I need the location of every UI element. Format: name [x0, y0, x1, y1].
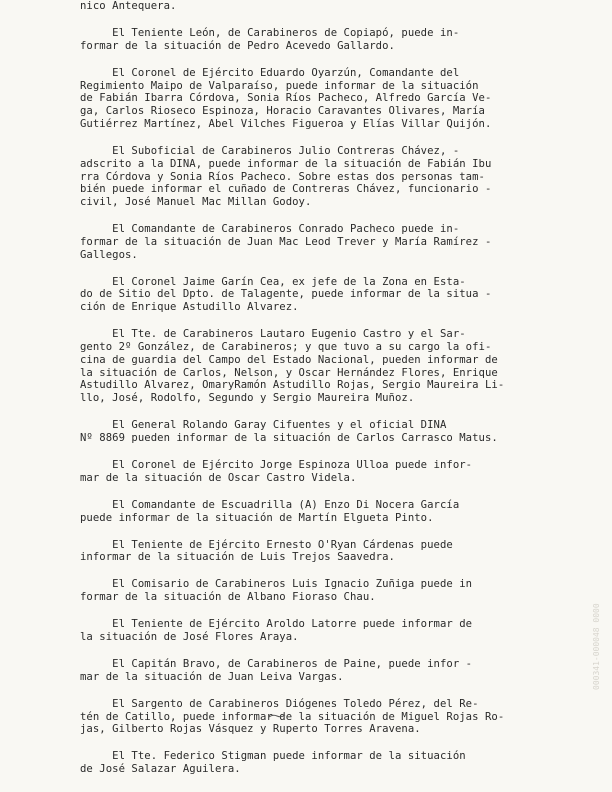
text-line: El Tte. de Carabineros Lautaro Eugenio Castro y el Sar- [80, 328, 466, 341]
paragraph [80, 499, 580, 525]
document-body [80, 0, 580, 790]
text-line: informar de la situación de Luis Trejos Saavedra. [80, 551, 395, 564]
text-line: El Sargento de Carabineros Diógenes Toledo Pérez, del Re- [80, 697, 479, 710]
text-line: El Coronel Jaime Garín Cea, ex jefe de la Zona en Esta- [80, 275, 466, 288]
text-line: cina de guardia del Campo del Estado Nacional, pueden informar de [80, 353, 498, 366]
text-line: El Coronel de Ejército Eduardo Oyarzún, Comandante del [80, 66, 460, 79]
text-line: El Comandante de Carabineros Conrado Pacheco puede in- [80, 223, 460, 236]
text-line: El Comandante de Escuadrilla (A) Enzo Di Nocera García [80, 498, 460, 511]
paragraph [80, 750, 580, 776]
text-line: bién puede informar el cuñado de Contreras Chávez, funcionario - [80, 183, 492, 196]
text-line: El Coronel de Ejército Jorge Espinoza Ulloa puede infor- [80, 459, 473, 472]
text-line: El Teniente León, de Carabineros de Copiapó, puede in- [80, 26, 460, 39]
text-line: mar de la situación de Oscar Castro Videla. [80, 471, 357, 484]
paragraph [80, 223, 580, 261]
text-line: rra Córdova y Sonia Ríos Pacheco. Sobre estas dos personas tam- [80, 170, 485, 183]
text-line: llo, José, Rodolfo, Segundo y Sergio Maureira Muñoz. [80, 392, 415, 405]
text-line: formar de la situación de Pedro Acevedo Gallardo. [80, 39, 395, 52]
paragraph [80, 658, 580, 684]
text-line: El Capitán Bravo, de Carabineros de Paine, puede infor - [80, 657, 473, 670]
text-line: El General Rolando Garay Cifuentes y el oficial DINA [80, 419, 447, 432]
text-line: de José Salazar Aguilera. [80, 763, 241, 776]
paragraph [80, 539, 580, 565]
text-line: El Comisario de Carabineros Luis Ignacio Zuñiga puede in [80, 578, 473, 591]
text-line: formar de la situación de Juan Mac Leod Trever y María Ramírez - [80, 235, 492, 248]
text-line: puede informar de la situación de Martín Elgueta Pinto. [80, 511, 434, 524]
text-line: la situación de Carlos, Nelson, y Oscar Hernández Flores, Enrique [80, 366, 498, 379]
text-line: tén de Catillo, puede informar de la situación de Miguel Rojas Ro- [80, 710, 505, 723]
text-line: Gallegos. [80, 248, 138, 261]
text-line: mar de la situación de Juan Leiva Vargas. [80, 670, 344, 683]
paragraph [80, 419, 580, 445]
text-line: ga, Carlos Rioseco Espinoza, Horacio Caravantes Olivares, María [80, 105, 485, 118]
paragraph [80, 698, 580, 736]
text-line: El Teniente de Ejército Ernesto O'Ryan Cárdenas puede [80, 538, 453, 551]
paragraph [80, 459, 580, 485]
text-line: de Fabián Ibarra Córdova, Sonia Ríos Pacheco, Alfredo García Ve- [80, 92, 492, 105]
text-line: El Tte. Federico Stigman puede informar de la situación [80, 750, 466, 763]
text-line: Astudillo Alvarez, OmaryRamón Astudillo Rojas, Sergio Maureira Li- [80, 379, 505, 392]
text-line: Gutiérrez Martínez, Abel Vilches Figueroa y Elías Villar Quijón. [80, 117, 492, 130]
text-line: El Suboficial de Carabineros Julio Contreras Chávez, - [80, 144, 460, 157]
paragraph [80, 276, 580, 314]
paragraph [80, 578, 580, 604]
text-line: jas, Gilberto Rojas Vásquez y Ruperto Torres Aravena. [80, 723, 421, 736]
text-line: do de Sitio del Dpto. de Talagente, puede informar de la situa - [80, 288, 492, 301]
text-line: formar de la situación de Albano Fioraso Chau. [80, 591, 376, 604]
paragraph [80, 67, 580, 131]
text-line: civil, José Manuel Mac Millan Godoy. [80, 196, 312, 209]
text-line: ción de Enrique Astudillo Alvarez. [80, 301, 299, 314]
paragraph [80, 0, 580, 13]
paragraph [80, 618, 580, 644]
paragraph [80, 27, 580, 53]
edge-stamp: 000341-000048 0000 [592, 603, 601, 690]
text-line: nico Antequera. [80, 0, 177, 12]
paragraph [80, 145, 580, 209]
text-line: gento 2º González, de Carabineros; y que tuvo a su cargo la ofi- [80, 341, 492, 354]
pen-mark [268, 713, 286, 719]
text-line: adscrito a la DINA, puede informar de la situación de Fabián Ibu [80, 157, 492, 170]
text-line: El Teniente de Ejército Aroldo Latorre puede informar de [80, 618, 473, 631]
text-line: la situación de José Flores Araya. [80, 630, 299, 643]
paragraph [80, 328, 580, 405]
text-line: Regimiento Maipo de Valparaíso, puede informar de la situación [80, 79, 479, 92]
text-line: Nº 8869 pueden informar de la situación de Carlos Carrasco Matus. [80, 432, 498, 445]
